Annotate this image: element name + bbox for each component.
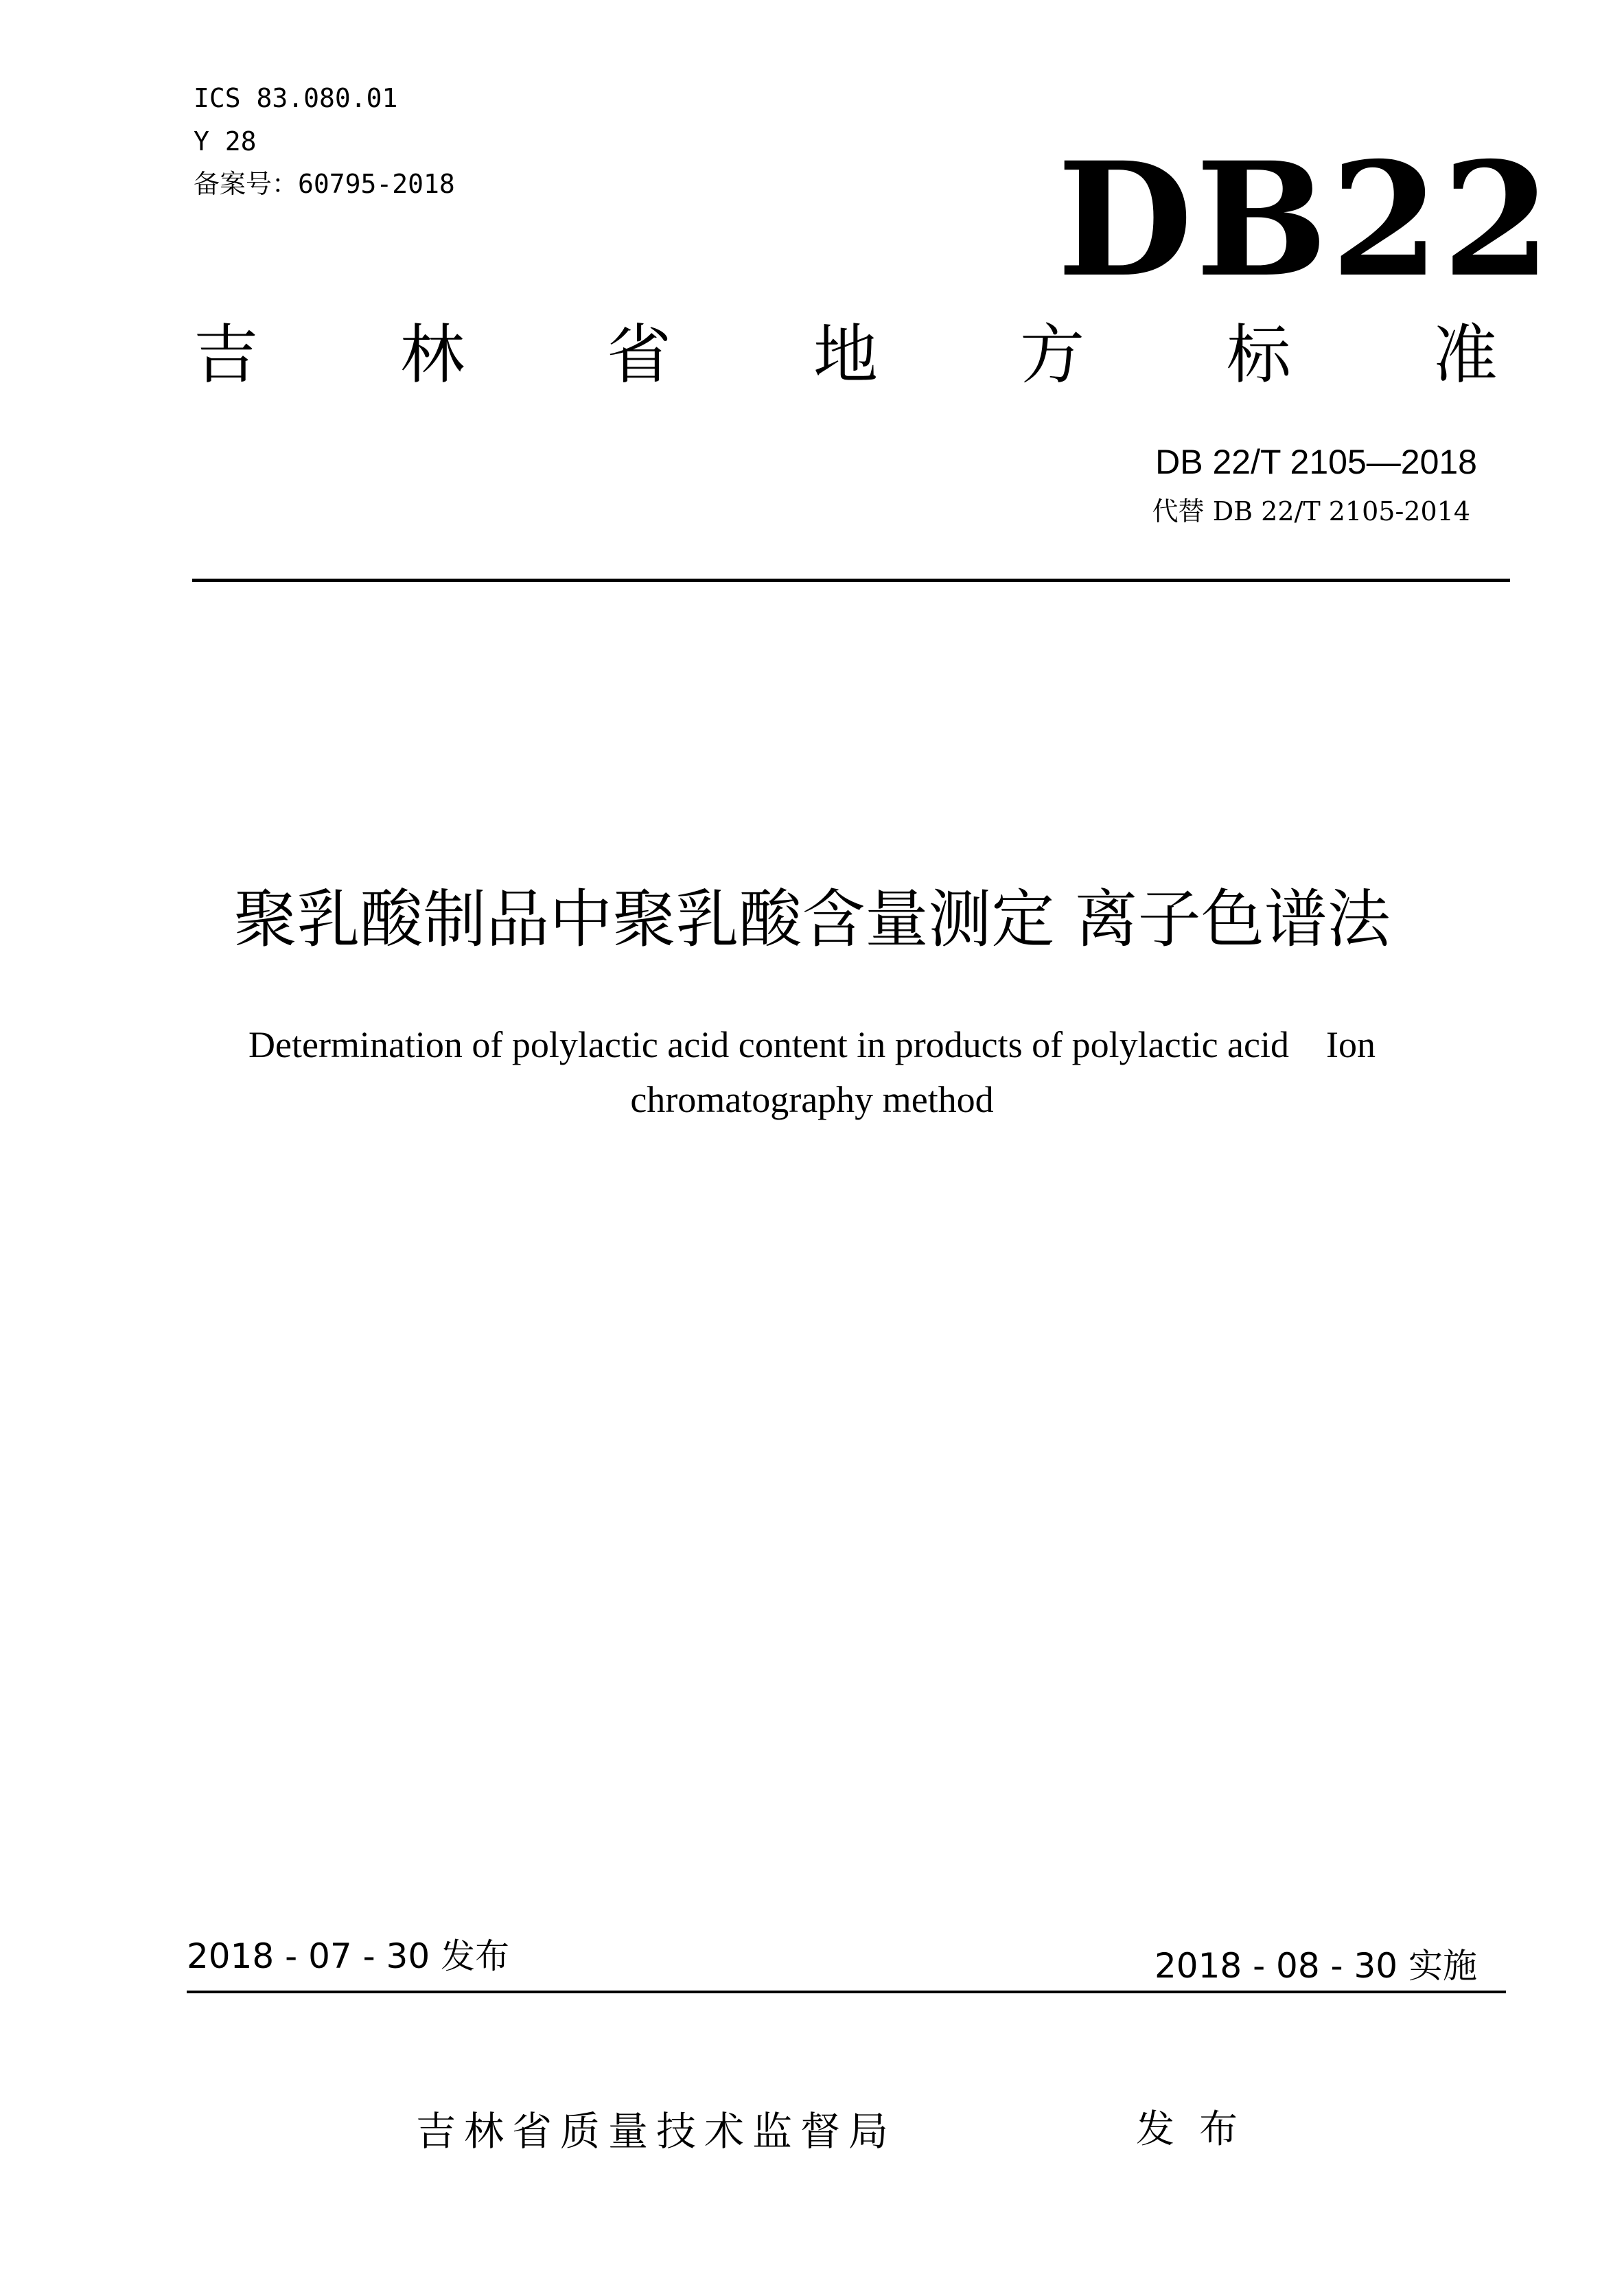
- classification-code: Y 28: [194, 126, 257, 156]
- header-divider: [192, 579, 1510, 582]
- footer-divider: [187, 1991, 1506, 1993]
- chinese-title: 聚乳酸制品中聚乳酸含量测定 离子色谱法: [233, 883, 1391, 956]
- db22-logo: DB22: [1057, 128, 1554, 312]
- province-title-char: 方: [1019, 318, 1084, 393]
- english-title-line-1: Determination of polylactic acid content in products of polylactic acid Ion: [248, 1024, 1376, 1065]
- record-number: 备案号：60795-2018: [194, 169, 455, 199]
- province-title-char: 标: [1226, 318, 1291, 393]
- province-standard-title: [194, 318, 1498, 393]
- province-title-char: 省: [606, 318, 671, 393]
- standard-number: DB 22/T 2105—2018: [1155, 443, 1477, 481]
- province-title-char: 林: [399, 318, 465, 393]
- english-title-line-2: chromatography method: [630, 1079, 994, 1120]
- publish-label: 发布: [1136, 2107, 1262, 2152]
- issue-date: 2018 - 07 - 30 发布: [187, 1936, 510, 1976]
- province-title-char: 准: [1432, 318, 1498, 393]
- province-title-char: 吉: [194, 318, 259, 393]
- replaces-standard: 代替 DB 22/T 2105-2014: [1152, 496, 1470, 526]
- implementation-date: 2018 - 08 - 30 实施: [1154, 1946, 1477, 1986]
- publisher-name: 吉林省质量技术监督局: [416, 2108, 897, 2155]
- ics-code: ICS 83.080.01: [194, 83, 398, 113]
- province-title-char: 地: [813, 318, 878, 393]
